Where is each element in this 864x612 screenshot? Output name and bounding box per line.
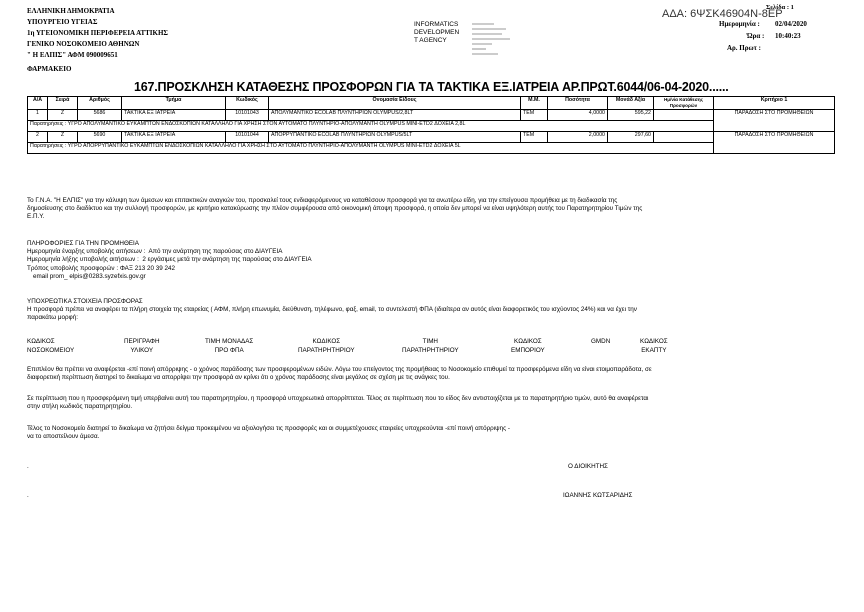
- date-label: Ημερομηνία :: [719, 20, 760, 28]
- intro-line-2: δημοσίευσης στο διαδίκτυο και την συλλογή προσφορών, με κριτήριο κατακύρωσης την πλέον συμφέρουσα από οικονομική άποψη προσφορά, η οποία δεν μπορεί να είναι υψηλότερη αυτής του Παρατηρητηρίου Τιμών της: [27, 205, 643, 213]
- col-bottom: ΕΚΑΠΤΥ: [641, 347, 667, 354]
- logo-line-1: INFORMATICS: [414, 21, 459, 28]
- info-method-row: [27, 265, 312, 273]
- header-ministry: ΥΠΟΥΡΓΕΙΟ ΥΓΕΙΑΣ: [27, 18, 98, 26]
- col-header-unit: Μ.Μ.: [521, 97, 548, 110]
- delivery-line-2: διαφορετική περίπτωση διατηρεί το δικαίωμα να απορρίψει την προσφορά αν κρίνει ότι ο χρόνος παράδοσης είναι μεγάλος σε σχέση με τις ανάγκες του.: [27, 374, 450, 382]
- col-top: ΤΙΜΗ: [422, 338, 438, 345]
- required-heading: ΥΠΟΧΡΕΩΤΙΚΑ ΣΤΟΙΧΕΙΑ ΠΡΟΣΦΟΡΑΣ: [27, 298, 143, 305]
- table-row: [28, 110, 835, 121]
- cell-item-name: ΑΠΟΛΥΜΑΝΤΙΚΟ ECOLAB ΠΛΥΝΤΗΡΙΩΝ OLYMPUS/2,8LT: [269, 110, 521, 121]
- col-header-department: Τμήμα: [122, 97, 226, 110]
- cell-number: 5686: [78, 110, 122, 121]
- cell-quantity: 2,0000: [548, 132, 608, 143]
- cell-series: Z: [48, 132, 78, 143]
- items-table: [27, 96, 835, 154]
- procurement-info: [27, 240, 312, 281]
- col-top: ΠΕΡΙΓΡΑΦΗ: [124, 338, 160, 345]
- table-notes-row: [28, 143, 835, 154]
- col-header-code: Κωδικός: [226, 97, 269, 110]
- required-col-commercial-code: [511, 337, 545, 355]
- info-method-value: ΦΑΞ 213 20 39 242: [119, 264, 175, 272]
- signature-name: ΙΩΑΝΝΗΣ ΚΩΤΣΑΡΙΔΗΣ: [563, 492, 633, 499]
- info-start-label: Ημερομηνία έναρξης υποβολής αιτήσεων :: [27, 248, 146, 256]
- col-header-series: Σειρά: [48, 97, 78, 110]
- col-header-number: Αριθμός: [78, 97, 122, 110]
- date-value: 02/04/2020: [775, 20, 807, 28]
- time-label: Ώρα :: [747, 32, 765, 40]
- required-line-2: παρακάτω μορφή:: [27, 314, 78, 322]
- intro-paragraph: [27, 197, 642, 222]
- notes-label: Παρατηρήσεις :: [30, 143, 67, 149]
- notes-criterion-filler: [714, 143, 835, 154]
- cell-criterion: ΠΑΡΑΔΟΣΗ ΣΤΟ ΠΡΟΜΗΘΕΙΩΝ: [714, 132, 835, 143]
- header-hospital-afm: " Η ΕΛΠΙΣ" ΑΦΜ 090009651: [27, 51, 118, 59]
- cell-unit: TEM: [521, 132, 548, 143]
- col-header-item-name: Ονομασία Είδους: [269, 97, 521, 110]
- intro-line-3: Ε.Π.Υ.: [27, 213, 45, 221]
- cell-series: Z: [48, 110, 78, 121]
- cell-department: ΤΑΚΤΙΚΑ ΕΞ ΙΑΤΡΕΙΑ: [122, 110, 226, 121]
- col-bottom: ΠΡΟ ΦΠΑ: [214, 347, 244, 354]
- cell-number: 5690: [78, 132, 122, 143]
- cell-unit-price: 297,60: [608, 132, 654, 143]
- info-end-row: [27, 256, 312, 264]
- signature-dot-2: .: [27, 492, 29, 499]
- header-hospital: ΓΕΝΙΚΟ ΝΟΣΟΚΟΜΕΙΟ ΑΘΗΝΩΝ: [27, 40, 140, 48]
- page-number: Σελίδα : 1: [766, 4, 794, 11]
- ada-code: ΑΔΑ: 6ΨΣΚ46904Ν-8ΕΡ: [662, 8, 783, 20]
- header-department: ΦΑΡΜΑΚΕΙΟ: [27, 65, 72, 73]
- cell-quantity: 4,0000: [548, 110, 608, 121]
- protocol-label: Αρ. Πρωτ :: [727, 44, 761, 52]
- required-col-gmdn: [591, 337, 610, 346]
- info-email: email prom_ elpis@0283.syzefxis.gov.gr: [33, 272, 146, 280]
- col-header-aa: Α/Α: [28, 97, 48, 110]
- required-col-description: [124, 337, 160, 355]
- cell-aa: 1: [28, 110, 48, 121]
- col-header-unit-price: Μονάδ Αξία: [608, 97, 654, 110]
- required-offer-block: [27, 298, 637, 323]
- header-region: 1η ΥΓΕΙΟΝΟΜΙΚΗ ΠΕΡΙΦΕΡΕΙΑ ΑΤΤΙΚΗΣ: [27, 29, 168, 37]
- cell-code: 10101044: [226, 132, 269, 143]
- col-header-quantity: Ποσότητα: [548, 97, 608, 110]
- price-line-1: Σε περίπτωση που η προσφερόμενη τιμή υπερβαίνει αυτή του παρατηρητηρίου, η προσφορά υποχρεωτικά απορρίπτεται. Τέλος σε περίπτωση που το είδος δεν αντιστοιχίζεται με το παρατηρητήριο τιμών, αυτό θα αναφέρεται: [27, 395, 649, 402]
- info-heading: ΠΛΗΡΟΦΟΡΙΕΣ ΓΙΑ ΤΗΝ ΠΡΟΜΗΘΕΙΑ: [27, 240, 139, 247]
- col-bottom: ΠΑΡΑΤΗΡΗΤΗΡΙΟΥ: [298, 347, 355, 354]
- sample-paragraph: [27, 425, 510, 441]
- col-bottom: ΠΑΡΑΤΗΡΗΤΗΡΙΟΥ: [402, 347, 459, 354]
- cell-deposit-date: [654, 110, 714, 121]
- sample-line-2: να το αποστείλουν άμεσα.: [27, 433, 100, 441]
- table-header-row: [28, 97, 835, 110]
- col-header-criterion: Κριτήριο 1: [714, 97, 835, 110]
- cell-code: 10101043: [226, 110, 269, 121]
- info-method-label: Τρόπος υποβολής προσφορών :: [27, 264, 119, 272]
- col-top: ΚΩΔΙΚΟΣ: [514, 338, 542, 345]
- required-col-ekapty-code: [640, 337, 668, 355]
- col-bottom: ΥΛΙΚΟΥ: [130, 347, 154, 354]
- info-start-value: Από την ανάρτηση της παρούσας στο ΔΙΑΥΓΕΙΑ: [148, 248, 283, 256]
- col-bottom: ΝΟΣΟΚΟΜΕΙΟΥ: [27, 347, 75, 354]
- required-col-observatory-price: [402, 337, 459, 355]
- notes-text: ΥΓΡΟ ΑΠΟΡΡΥΠΑΝΤΙΚΟ ΕΥΚΑΜΠΤΩΝ ΕΝΔΟΣΚΟΠΙΩΝ ΚΑΤΑΛΛΗΛΟ ΓΙΑ ΧΡΗΣΗ ΣΤΟ ΑΥΤΟΜΑΤΟ ΠΛΥΝΤΗΡΙΟ-ΑΠΟΛΥΜΑΝΤΗ OLYMPUS MINI-ETD2 ΔΟΧΕΙΑ 5L: [67, 143, 461, 149]
- delivery-paragraph: [27, 366, 652, 382]
- cell-criterion: ΠΑΡΑΔΟΣΗ ΣΤΟ ΠΡΟΜΗΘΕΙΩΝ: [714, 110, 835, 121]
- info-end-value: 2 εργάσιμες μετά την ανάρτηση της παρούσας στο ΔΙΑΥΓΕΙΑ: [142, 256, 312, 264]
- col-top: ΚΩΔΙΚΟΣ: [27, 338, 55, 345]
- col-top: ΚΩΔΙΚΟΣ: [640, 338, 668, 345]
- page-title: 167.ΠΡΟΣΚΛΗΣΗ ΚΑΤΑΘΕΣΗΣ ΠΡΟΣΦΟΡΩΝ ΓΙΑ ΤΑ ΤΑΚΤΙΚΑ ΕΞ.ΙΑΤΡΕΙΑ ΑΡ.ΠΡΩΤ.6044/06-04-2020......: [134, 80, 729, 94]
- cell-aa: 2: [28, 132, 48, 143]
- col-top: ΤΙΜΗ ΜΟΝΑΔΑΣ: [205, 338, 254, 345]
- logo-line-3: T AGENCY: [414, 37, 447, 44]
- intro-line-1: Το Γ.Ν.Α. "Η ΕΛΠΙΣ" για την κάλυψη των άμεσων και επιτακτικών αναγκών του, προσκαλεί τους ενδιαφερόμενους να καταθέσουν προσφορά για τα ανωτέρω είδη, για την επείγουσα προμήθεια με τη διαδικασία της: [27, 197, 618, 204]
- cell-unit-price: 595,22: [608, 110, 654, 121]
- signature-role: Ο ΔΙΟΙΚΗΤΗΣ: [568, 463, 608, 470]
- notes-criterion-filler: [714, 121, 835, 132]
- notes-label: Παρατηρήσεις :: [30, 121, 67, 127]
- required-col-observatory-code: [298, 337, 355, 355]
- col-top: GMDN: [591, 338, 611, 345]
- info-end-label: Ημερομηνία λήξης υποβολής αιτήσεων :: [27, 256, 139, 264]
- notes-text: ΥΓΡΟ ΑΠΟΛΥΜΑΝΤΙΚΟ ΕΥΚΑΜΠΤΩΝ ΕΝΔΟΣΚΟΠΙΩΝ ΚΑΤΑΛΛΗΛΟ ΓΙΑ ΧΡΗΣΗ ΣΤΟΝ ΑΥΤΟΜΑΤΟ ΠΛΥΝΤΗΡΙΟ-ΑΠΟΛΥΜΑΝΤΗ OLYMPUS MINI-ETD2 ΔΟΧΕΙΑ 2,8L: [67, 121, 466, 127]
- table-notes-row: [28, 121, 835, 132]
- required-col-unit-price: [205, 337, 253, 355]
- price-line-2: στην στήλη κωδικός παρατηρητηρίου.: [27, 403, 133, 411]
- cell-deposit-date: [654, 132, 714, 143]
- cell-unit: TEM: [521, 110, 548, 121]
- col-header-deposit-date: Ημ/νία Κατάθεσης Προσφορών: [654, 97, 714, 110]
- required-col-hospital-code: [27, 337, 74, 355]
- delivery-line-1: Επιπλέον θα πρέπει να αναφέρεται -επί ποινή απόρριψης - ο χρόνος παράδοσης των προσφερομένων ειδών. Λόγω του επείγοντος της προμήθειας το Νοσοκομείο επιθυμεί τα προσφερόμενα είδη να είναι ετοιμοπαράδοτα, σε: [27, 366, 652, 373]
- cell-department: ΤΑΚΤΙΚΑ ΕΞ ΙΑΤΡΕΙΑ: [122, 132, 226, 143]
- price-paragraph: [27, 395, 648, 411]
- table-row: [28, 132, 835, 143]
- header-country: ΕΛΛΗΝΙΚΗ ΔΗΜΟΚΡΑΤΙΑ: [27, 7, 115, 15]
- notes-cell: [28, 143, 714, 154]
- col-bottom: ΕΜΠΟΡΙΟΥ: [511, 347, 545, 354]
- cell-item-name: ΑΠΟΡΡΥΠΑΝΤΙΚΟ ECOLAB ΠΛΥΝΤΗΡΙΩΝ OLYMPUS/5LT: [269, 132, 521, 143]
- notes-cell: [28, 121, 714, 132]
- logo-line-2: DEVELOPMEN: [414, 29, 460, 36]
- required-line-1: Η προσφορά πρέπει να αναφέρει τα πλήρη στοιχεία της εταιρείας ( ΑΦΜ, πλήρη επωνυμία, διεύθυνση, τηλέφωνο, φαξ, email, το συντελεστή ΦΠΑ (ιδιαίτερα αν αυτός είναι διαφορετικός του ισχύοντος 24%) και να έχει την: [27, 306, 637, 314]
- time-value: 10:40:23: [775, 32, 801, 40]
- logo-fine-print-graphic: [472, 22, 528, 56]
- signature-dot-1: .: [27, 463, 29, 470]
- col-top: ΚΩΔΙΚΟΣ: [312, 338, 341, 345]
- sample-line-1: Τέλος το Νοσοκομείο διατηρεί το δικαίωμα να ζητήσει δείγμα προκειμένου να αξιολογήσει τις προσφορές και οι συμμετέχουσες εταιρείες υποχρεούνται -επί ποινή απόρριψης -: [27, 425, 511, 432]
